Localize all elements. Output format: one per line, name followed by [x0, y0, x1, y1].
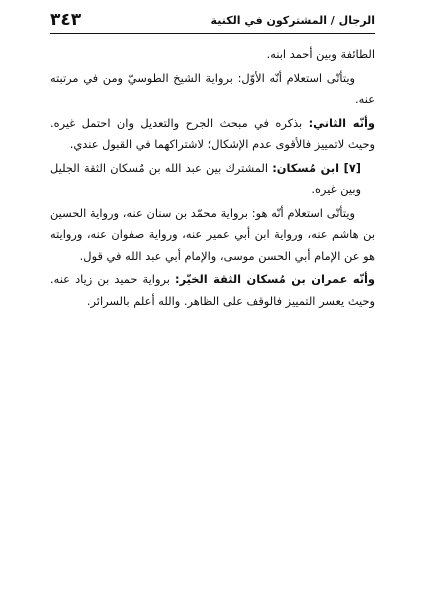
paragraph-lead: وأنّه الثاني:	[308, 115, 375, 130]
paragraph-first-identification: ويتأتّى استعلام أنّه الأوّل: برواية الشيخ الطوسيّ ومن في مرتبته عنه.	[50, 70, 375, 106]
header-title: الرجال / المشتركون في الكنية	[210, 14, 375, 27]
entry-number: [٧]	[343, 160, 362, 175]
paragraph-identification-abdullah: ويتأتّى استعلام أنّه هو: برواية محمّد بن سنان عنه، ورواية الحسين بن هاشم عنه، ورواية ابن أبي عمير عنه، ورواية صفوان عنه، وروايته هو عن الإمام أبي الحسن موسى، والإمام أبي عبد الله في قول.	[50, 205, 375, 263]
paragraph-second-identification: وأنّه الثاني: بذكره في مبحث الجرح والتعديل وان احتمل غيره. وحيث لاتمييز فالأقوى عدم الإشكال؛ لاشتراكهما في القبول عندي.	[50, 115, 375, 151]
entry-heading-ibn-muskan: [٧] ابن مُسكان: المشترك بين عبد الله بن مُسكان الثقة الجليل وبين غيره.	[50, 160, 362, 196]
body-text	[50, 44, 375, 312]
header-rule	[50, 33, 375, 34]
running-header	[50, 10, 375, 32]
paragraph-continuation: الطائفة وبين أحمد ابنه.	[266, 47, 375, 61]
page-number: ٣٤٣	[50, 10, 82, 30]
paragraph-lead: وأنّه عمران بن مُسكان الثقة الخيّر:	[175, 272, 376, 286]
paragraph-identification-imran: وأنّه عمران بن مُسكان الثقة الخيّر: برواية حميد بن زياد عنه. وحيث يعسر التمييز فالوقف على الظاهر. والله أعلم بالسرائر.	[50, 272, 376, 308]
entry-title: ابن مُسكان:	[272, 160, 344, 175]
